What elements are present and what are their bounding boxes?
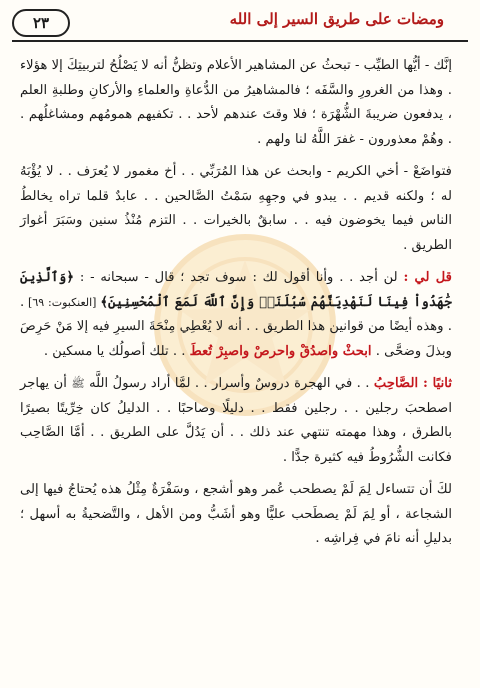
page-number: ٢٣ bbox=[12, 9, 70, 37]
quran-verse: ﴿وَٱلَّذِينَ جَٰهَدُواْ فِينَا لَنَهْدِيَنَّهُمْ سُبُلَنَاۚ وَإِنَّ ٱللَّهَ لَمَعَ ٱلْمُحْسِنِينَ﴾ bbox=[20, 270, 452, 310]
text-segment: لن أجد . . وأنا أقول لك : سوف تجد ؛ قال - سبحانه - : bbox=[74, 270, 404, 285]
paragraph-1 bbox=[20, 54, 452, 152]
highlight-phrase: ابحثْ واصدُقْ واحرصْ واصبِرْ تُعطَ bbox=[189, 343, 372, 359]
paragraph-2 bbox=[20, 160, 452, 258]
text-segment: فتواضَعْ - أخي الكريم - وابحث عن هذا المُرَبِّي . . أخ مغمور لا يُعرَف . . لا يُؤْبَهُ له ؛ ولكنه قديم . . يبدو في وجهِهِ سَمْتُ الصَّالحين . . عابدٌ قلما تراه يخالطُ الناس فيما يخوضون فيه . . سابقٌ بالخيرات . . التزم مُنْذُ سنين وسَبَرَ أغوارَ الطريق . bbox=[20, 164, 452, 253]
text-segment: أن يهاجر اصطحبَ رجلين . . رجلين فقط . . دليلًا وصاحبًا . . الدليلُ كان خِرِّيتًا بصيرًا بالطرق ، وهذا مهمته تنتهي عند ذلك . . أن يَدُلَّ على الطريق . . أمَّا الصَّاحِب فكانت الشُّرُوطُ فيه كثيرة جدًّا . bbox=[20, 376, 452, 465]
highlight-heading: قل لي : bbox=[403, 270, 452, 285]
text-segment: . . وهذه أيضًا من قوانين هذا الطريق . . أنه لا يُعْطِي مِنْحَةَ السيرِ فيه إلا مَنْ حَرِصَ وبذلَ وضحَّى . bbox=[20, 294, 452, 359]
paragraph-5 bbox=[20, 478, 452, 552]
text-segment: . . تلك أصولُك يا مسكين . bbox=[43, 343, 190, 359]
page-header bbox=[0, 0, 480, 44]
text-segment: إنَّك - أيُّها الطيِّب - تبحثُ عن المشاهير الأعلام وتظنُّ أنه لا يَصْلُحُ لتربيتِكَ إلا هؤلاء . وهذا من الغرورِ والسَّفَه ؛ فالمشاهيرُ من الدُّعاةِ والعلماءِ والأركانِ وطلبةِ العلم ، يدفعون ضريبةَ الشُّهْرَة ؛ فلا وقتَ عندهم لأحد . . تكفيهم همومُهم ومشاغلُهم . . وهُمْ معذورون - غفرَ اللَّهُ لنا ولهم . bbox=[19, 58, 452, 147]
salla-symbol: ﷺ bbox=[71, 377, 85, 390]
verse-reference: [العنكبوت: ٦٩] bbox=[24, 295, 101, 309]
paragraph-3 bbox=[20, 266, 452, 364]
section-heading: ثانيًا : الصَّاحِبُ bbox=[373, 376, 452, 391]
page-body bbox=[20, 54, 452, 680]
text-segment: . . في الهجرة دروسٌ وأسرار . . لمَّا أراد رسولُ اللَّه bbox=[84, 376, 374, 391]
running-title: ومضات على طريق السير إلى الله bbox=[229, 10, 444, 28]
text-segment: لكَ أن تتساءل لِمَ لَمْ يصطحب عُمر وهو أشجع ، وسَفْرَةٌ مِثْلُ هذه يُحتاجُ فيها إلى الشجاعة ، أو لِمَ لَمْ يصطَحب عليًّا وهو أشَبُّ ومن الأهل ، والتَّضحيةُ به أسهل ؛ بدليلِ أنه نامَ في فِراشِه . bbox=[20, 482, 452, 546]
paragraph-4 bbox=[20, 372, 452, 470]
header-rule bbox=[12, 40, 468, 42]
